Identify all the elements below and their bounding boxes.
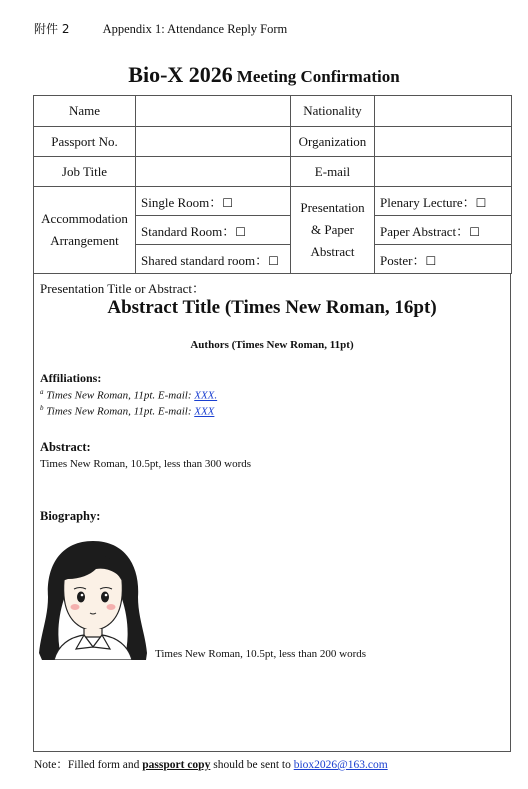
note-middle: should be sent to bbox=[210, 759, 294, 771]
standard-room-checkbox[interactable]: ☐ bbox=[235, 224, 247, 239]
title-sub: Meeting Confirmation bbox=[236, 67, 400, 86]
note-passport-copy: passport copy bbox=[142, 759, 211, 771]
note-email-link[interactable]: biox2026@163.com bbox=[293, 759, 388, 771]
footer-note bbox=[34, 756, 388, 772]
affiliations-heading: Affiliations: bbox=[40, 371, 102, 385]
abstract-section bbox=[33, 273, 511, 752]
single-room-checkbox[interactable]: ☐ bbox=[222, 195, 234, 210]
plenary-label: Plenary Lecture： bbox=[380, 194, 476, 210]
attendance-form-table bbox=[33, 95, 512, 274]
aff-a-email-link[interactable]: XXX. bbox=[194, 389, 218, 402]
organization-label: Organization bbox=[291, 127, 375, 157]
shared-room-label: Shared standard room： bbox=[141, 252, 269, 268]
appendix-label: Appendix 1: Attendance Reply Form bbox=[102, 22, 288, 36]
passport-label: Passport No. bbox=[34, 127, 136, 157]
abstract-heading: Abstract: bbox=[40, 440, 91, 454]
aff-b-text: Times New Roman, 11pt. E-mail: bbox=[43, 405, 195, 418]
plenary-option[interactable] bbox=[375, 187, 512, 216]
aff-b-mark: b bbox=[40, 404, 44, 412]
accommodation-label: Accommodation Arrangement bbox=[34, 187, 136, 274]
authors-line: Authors (Times New Roman, 11pt) bbox=[190, 339, 354, 351]
page-title bbox=[0, 62, 528, 88]
single-room-option[interactable] bbox=[136, 187, 291, 216]
affiliation-a bbox=[40, 388, 217, 402]
shared-room-checkbox[interactable]: ☐ bbox=[268, 253, 279, 268]
paper-abstract-label: Paper Abstract： bbox=[380, 223, 470, 239]
header bbox=[34, 20, 287, 37]
paper-abstract-option[interactable] bbox=[375, 216, 512, 245]
abstract-body: Times New Roman, 10.5pt, less than 300 words bbox=[40, 458, 252, 470]
plenary-checkbox[interactable]: ☐ bbox=[475, 195, 487, 210]
paper-abstract-checkbox[interactable]: ☐ bbox=[469, 224, 480, 239]
job-title-label: Job Title bbox=[34, 157, 136, 187]
organization-field[interactable] bbox=[375, 127, 512, 157]
aff-a-mark: a bbox=[40, 388, 44, 396]
nationality-label: Nationality bbox=[291, 96, 375, 127]
poster-option[interactable] bbox=[375, 245, 512, 274]
poster-checkbox[interactable]: ☐ bbox=[425, 253, 437, 268]
standard-room-option[interactable] bbox=[136, 216, 291, 245]
poster-label: Poster： bbox=[380, 252, 426, 268]
avatar bbox=[38, 535, 148, 660]
email-label: E-mail bbox=[291, 157, 375, 187]
name-label: Name bbox=[34, 96, 136, 127]
nationality-field[interactable] bbox=[375, 96, 512, 127]
passport-field[interactable] bbox=[136, 127, 291, 157]
single-room-label: Single Room： bbox=[141, 194, 223, 210]
aff-b-email-link[interactable]: XXX bbox=[194, 405, 215, 418]
standard-room-label: Standard Room： bbox=[141, 223, 236, 239]
aff-a-text: Times New Roman, 11pt. E-mail: bbox=[43, 389, 195, 402]
annex-label: 附件 2 bbox=[34, 22, 70, 36]
abstract-title: Abstract Title (Times New Roman, 16pt) bbox=[107, 297, 437, 318]
biography-heading: Biography: bbox=[40, 509, 101, 523]
note-prefix: Note：Filled form and bbox=[34, 759, 143, 771]
shared-room-option[interactable] bbox=[136, 245, 291, 274]
job-title-field[interactable] bbox=[136, 157, 291, 187]
email-field[interactable] bbox=[375, 157, 512, 187]
biography-body: Times New Roman, 10.5pt, less than 200 words bbox=[155, 648, 367, 660]
presentation-label: Presentation & Paper Abstract bbox=[291, 187, 375, 274]
title-main: Bio-X 2026 bbox=[128, 62, 233, 87]
abstract-section-label: Presentation Title or Abstract： bbox=[40, 281, 206, 296]
name-field[interactable] bbox=[136, 96, 291, 127]
affiliation-b bbox=[40, 404, 214, 418]
